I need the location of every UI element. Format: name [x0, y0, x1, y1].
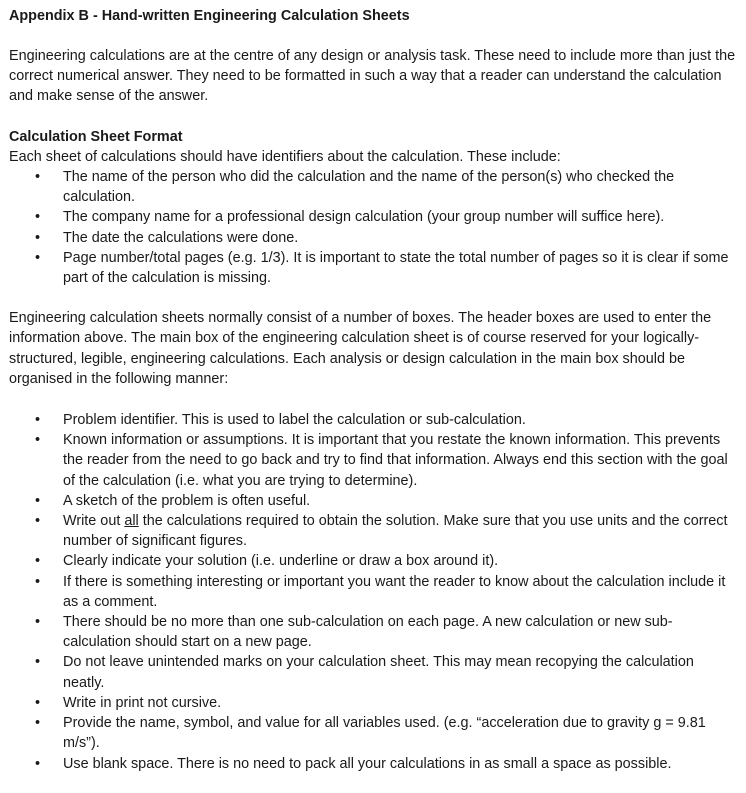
list-item: • The date the calculations were done. [9, 228, 736, 248]
item-text-before: Write out [63, 513, 125, 530]
intro-paragraph: Engineering calculations are at the centre of any design or analysis task. These need to include more than just the correct numerical answer. They need to be formatted in such a way that a reader can understand the calculation and make sense of the answer. [9, 48, 736, 105]
section-lead: Each sheet of calculations should have identifiers about the calculation. These include: [9, 148, 561, 165]
underlined-word: all [124, 513, 139, 530]
list-item: • Do not leave unintended marks on your calculation sheet. This may mean recopying the calculation neatly. [9, 652, 736, 692]
list-item: • Page number/total pages (e.g. 1/3). It is important to state the total number of pages so it is clear if some part of the calculation is missing. [9, 248, 736, 288]
list-item: • Provide the name, symbol, and value for all variables used. (e.g. “acceleration due to gravity g = 9.81 m/s”). [9, 713, 736, 753]
list-item: • Problem identifier. This is used to label the calculation or sub-calculation. [9, 410, 736, 430]
list-item: • There should be no more than one sub-calculation on each page. A new calculation or new sub-calculation should start on a new page. [9, 612, 736, 652]
list-item: • If there is something interesting or important you want the reader to know about the calculation include it as a comment. [9, 572, 736, 612]
list-item: • The name of the person who did the calculation and the name of the person(s) who checked the calculation. [9, 167, 736, 207]
boxes-paragraph: Engineering calculation sheets normally consist of a number of boxes. The header boxes are used to enter the information above. The main box of the engineering calculation sheet is of course reserved for your logically-structured, legible, engineering calculations. Each analysis or design calculation in the main box should be organised in the following manner: [9, 310, 712, 387]
list-item: • Write in print not cursive. [9, 693, 736, 713]
list-item: • A sketch of the problem is often useful. [9, 491, 736, 511]
list-item [9, 511, 736, 551]
document-title: Appendix B - Hand-written Engineering Calculation Sheets [9, 8, 410, 24]
organisation-list [9, 410, 736, 774]
list-item: • Clearly indicate your solution (i.e. underline or draw a box around it). [9, 551, 736, 571]
list-item: • The company name for a professional design calculation (your group number will suffice here). [9, 207, 736, 227]
section-heading: Calculation Sheet Format [9, 128, 183, 145]
list-item: • Known information or assumptions. It is important that you restate the known information. This prevents the reader from the need to go back and try to find that information. Always end this section with the goal of the calculation (i.e. what you are trying to determine). [9, 430, 736, 491]
list-item: • Use blank space. There is no need to pack all your calculations in as small a space as possible. [9, 754, 736, 774]
calculation-sheet-format-section [9, 127, 736, 289]
identifier-list [9, 167, 736, 288]
item-text-after: the calculations required to obtain the solution. Make sure that you use units and the correct number of significant figures. [63, 513, 728, 550]
